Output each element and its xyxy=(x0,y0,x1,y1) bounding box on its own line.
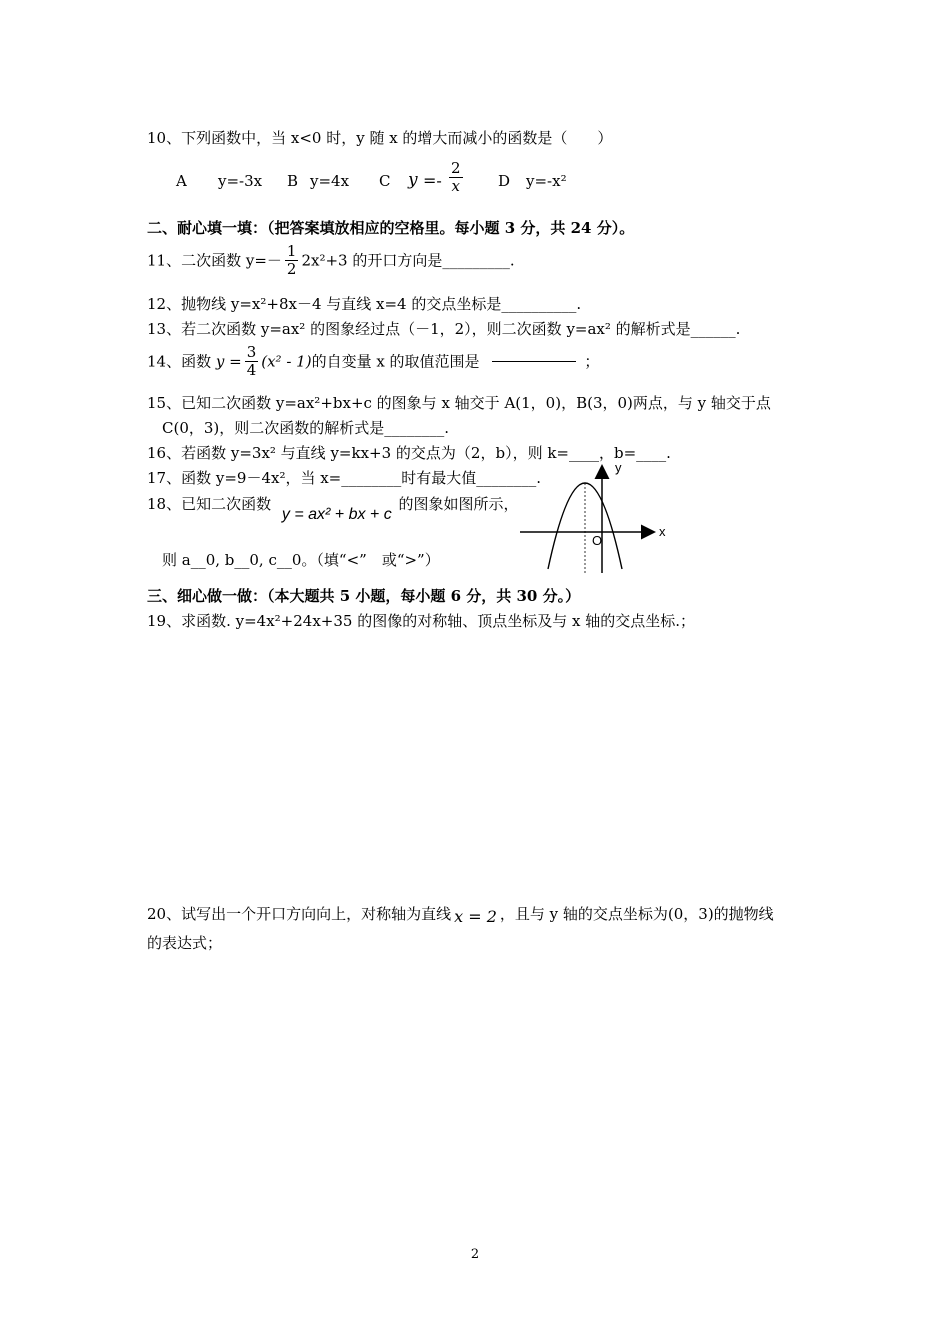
q11-num: 1 xyxy=(286,242,297,260)
q10-stem: 10、下列函数中，当 x<0 时，y 随 x 的增大而减小的函数是（ ） xyxy=(147,129,613,147)
q15-line2: C(0，3)，则二次函数的解析式是________. xyxy=(162,419,450,437)
q10-opt-a-label: A xyxy=(176,172,187,190)
q20-pre: 20、试写出一个开口方向向上，对称轴为直线 xyxy=(147,905,452,923)
q10-opt-b-label: B xyxy=(287,172,299,190)
q14-tail: ； xyxy=(584,352,600,371)
q10-opt-c-fraction xyxy=(449,160,463,195)
section3-title: 三、细心做一做：（本大题共 5 小题，每小题 6 分，共 30 分。） xyxy=(147,587,581,605)
q17: 17、函数 y=9－4x²，当 x=________时有最大值________. xyxy=(147,469,542,487)
q14 xyxy=(147,344,599,388)
q19: 19、求函数. y=4x²+24x+35 的图像的对称轴、顶点坐标及与 x 轴的交点坐标.； xyxy=(147,612,695,630)
q15-line1: 15、已知二次函数 y=ax²+bx+c 的图象与 x 轴交于 A(1，0)，B(3，0)两点，与 y 轴交于点 xyxy=(147,394,771,412)
q20-line2: 的表达式； xyxy=(147,934,223,952)
q10-opt-c-den: x xyxy=(451,177,460,195)
q14-expr: (x² - 1) xyxy=(261,352,312,371)
q13: 13、若二次函数 y=ax² 的图象经过点（－1，2），则二次函数 y=ax² 的解析式是______. xyxy=(147,320,741,338)
q18-pre: 18、已知二次函数 xyxy=(147,495,272,513)
q20-post: ，且与 y 轴的交点坐标为(0，3)的抛物线 xyxy=(499,905,774,923)
q20 xyxy=(147,904,774,932)
q18 xyxy=(147,494,519,524)
q14-post: 的自变量 x 的取值范围是 xyxy=(311,352,480,371)
q10-opt-d: y=-x² xyxy=(526,172,567,190)
q11-post: 2x²+3 的开口方向是_________. xyxy=(301,251,515,270)
q14-lhs: y = xyxy=(215,352,242,371)
q11 xyxy=(147,243,515,287)
q14-den: 4 xyxy=(246,361,257,379)
section2-title: 二、耐心填一填：（把答案填放相应的空格里。每小题 3 分，共 24 分）。 xyxy=(147,219,635,237)
q11-den: 2 xyxy=(286,260,297,278)
x-axis-label: x xyxy=(659,524,666,539)
q18-post: 的图象如图所示， xyxy=(398,495,519,513)
parabola-graph xyxy=(515,455,675,575)
q20-eq: x = 2 xyxy=(454,907,497,926)
origin-label: O xyxy=(592,533,603,548)
q14-answer-blank[interactable] xyxy=(492,361,576,362)
q10-options xyxy=(176,160,596,204)
page-number: 2 xyxy=(470,1247,480,1262)
q11-fraction xyxy=(285,243,299,278)
q12: 12、抛物线 y=x²+8x－4 与直线 x=4 的交点坐标是__________. xyxy=(147,295,582,313)
y-axis-label: y xyxy=(615,460,622,475)
q14-num: 3 xyxy=(246,343,257,361)
q18-expr: y = ax² + bx + c xyxy=(281,506,392,523)
q10-opt-c-num: 2 xyxy=(451,159,461,177)
q10-opt-d-label: D xyxy=(498,172,511,190)
q14-fraction xyxy=(245,344,259,379)
q16: 16、若函数 y=3x² 与直线 y=kx+3 的交点为（2，b），则 k=____，b=____. xyxy=(147,444,671,462)
q10-opt-c-label: C xyxy=(379,172,391,190)
q10-opt-a: y=-3x xyxy=(218,172,263,190)
q11-pre: 11、二次函数 y=－ xyxy=(147,251,282,270)
q14-pre: 14、函数 xyxy=(147,352,212,371)
q10-opt-b: y=4x xyxy=(310,172,350,190)
q18-line2: 则 a__0, b__0, c__0。（填“<” 或“>”） xyxy=(162,551,440,569)
q10-opt-c-lhs: y xyxy=(408,170,418,190)
q10-opt-c-eq: =- xyxy=(423,171,442,190)
